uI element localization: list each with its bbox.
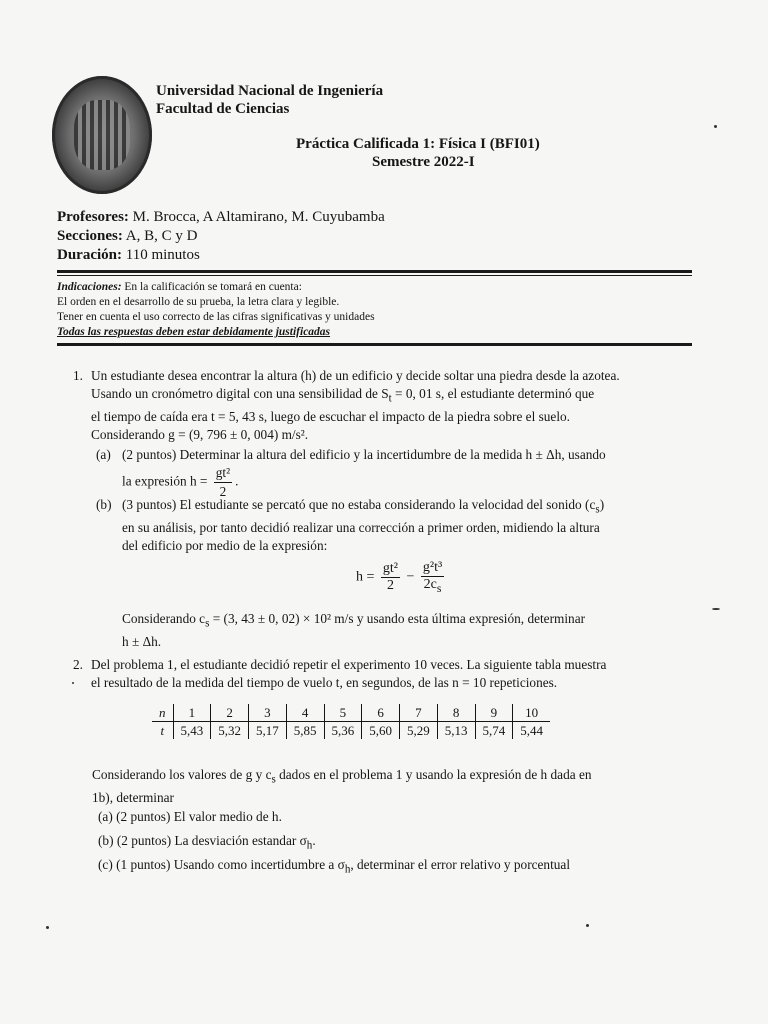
indicaciones-line1: En la calificación se tomará en cuenta:	[124, 281, 302, 293]
problem-1b	[96, 496, 692, 555]
duracion-label: Duración:	[57, 247, 122, 263]
problem-2-number: 2.	[73, 657, 83, 672]
indicaciones-line3: Tener en cuenta el uso correcto de las cifras significativas y unidades	[57, 311, 375, 323]
exam-title: Práctica Calificada 1: Física I (BFI01)	[296, 136, 540, 152]
scan-mark	[712, 608, 720, 610]
secciones-value: A, B, C y D	[125, 228, 198, 244]
indicaciones-block	[57, 280, 375, 340]
scan-speck	[586, 924, 589, 927]
part-b-line1: (3 puntos) El estudiante se percató que no estaba considerando la velocidad del sonido $(c_s)$	[122, 497, 605, 516]
exam-semester: Semestre 2022-I	[372, 154, 475, 170]
exam-info	[57, 208, 385, 265]
problem-1-line3: el tiempo de caída era t = 5, 43 s, luego de escuchar el impacto de la piedra sobre el suelo.	[91, 408, 570, 424]
problem-1	[73, 367, 693, 444]
problem-1a	[96, 446, 692, 501]
problem-1-line2: Usando un cronómetro digital con una sensibilidad de $S_t = 0$, 01 s, el estudiante determinó que	[91, 386, 595, 405]
university-seal-logo	[52, 76, 152, 194]
profesores-value: M. Brocca, A Altamirano, M. Cuyubamba	[132, 209, 385, 225]
divider-top-thin	[57, 275, 692, 276]
secciones-label: Secciones:	[57, 228, 123, 244]
part-a-label: (a)	[96, 447, 111, 462]
divider-top	[57, 270, 692, 273]
divider-bottom	[57, 343, 692, 346]
indicaciones-line2: El orden en el desarrollo de su prueba, la letra clara y legible.	[57, 296, 340, 308]
part-b-conclusion: Considerando $c_s = (3$, 43 ± 0, 02) × 10² m/s y usando esta última expresión, determinar h ± Δh.	[122, 611, 586, 649]
indicaciones-label: Indicaciones:	[57, 281, 122, 293]
equation-h-corrected: h = $\frac{\text{gt²}}{2}$ − $\frac{\text{g²t³}}{2c_s}$	[356, 560, 443, 595]
problem-2-statement: Considerando los valores de g y $c_s$ dados en el problema 1 y usando la expresión de h dada en 1b), determinar	[92, 767, 592, 805]
scan-speck	[46, 926, 49, 929]
flight-time-table	[152, 704, 550, 739]
header-institution	[156, 82, 383, 118]
duracion-value: 110 minutos	[125, 247, 200, 263]
faculty-name: Facultad de Ciencias	[156, 101, 290, 117]
problem-1-line4: Considerando g = (9, 796 ± 0, 004) m/s².	[91, 426, 309, 442]
problem-1-line1: Un estudiante desea encontrar la altura (h) de un edificio y decide soltar una piedra desde la azotea.	[91, 368, 620, 383]
part-b-label: (b)	[96, 497, 112, 512]
profesores-label: Profesores:	[57, 209, 129, 225]
part-a-line1: (2 puntos) Determinar la altura del edificio y la incertidumbre de la medida h ± Δh, usando	[122, 447, 606, 462]
indicaciones-line4: Todas las respuestas deben estar debidamente justificadas	[57, 326, 331, 338]
part-a-line2: la expresión h = $\frac{\text{gt²}}{2}$ .	[122, 465, 239, 499]
problem-1-number: 1.	[73, 368, 83, 383]
problem-2b: (b) (2 puntos) La desviación estandar $\sigma_h$.	[98, 833, 316, 852]
university-name: Universidad Nacional de Ingeniería	[156, 83, 384, 99]
table-row-n: n 1 2 3 4 5 6 7 8 9 10	[152, 704, 550, 722]
table-row-t: t 5,43 5,32 5,17 5,85 5,36 5,60 5,29 5,13 5,74 5,44	[152, 722, 550, 740]
scan-speck	[714, 125, 717, 128]
problem-2c: (c) (1 puntos) Usando como incertidumbre a $\sigma_h$, determinar el error relativo y porcentual	[98, 857, 571, 876]
part-b-line2: en su análisis, por tanto decidió realizar una corrección a primer orden, midiendo la altura	[122, 519, 600, 535]
scan-speck	[72, 682, 74, 684]
problem-2a: (a) (2 puntos) El valor medio de h.	[98, 809, 282, 824]
problem-2-line1: Del problema 1, el estudiante decidió repetir el experimento 10 veces. La siguiente tabla muestra	[91, 657, 607, 672]
problem-2	[73, 656, 693, 692]
part-b-line3: del edificio por medio de la expresión:	[122, 537, 328, 553]
problem-2-line2: el resultado de la medida del tiempo de vuelo t, en segundos, de las n = 10 repeticiones.	[91, 675, 558, 690]
